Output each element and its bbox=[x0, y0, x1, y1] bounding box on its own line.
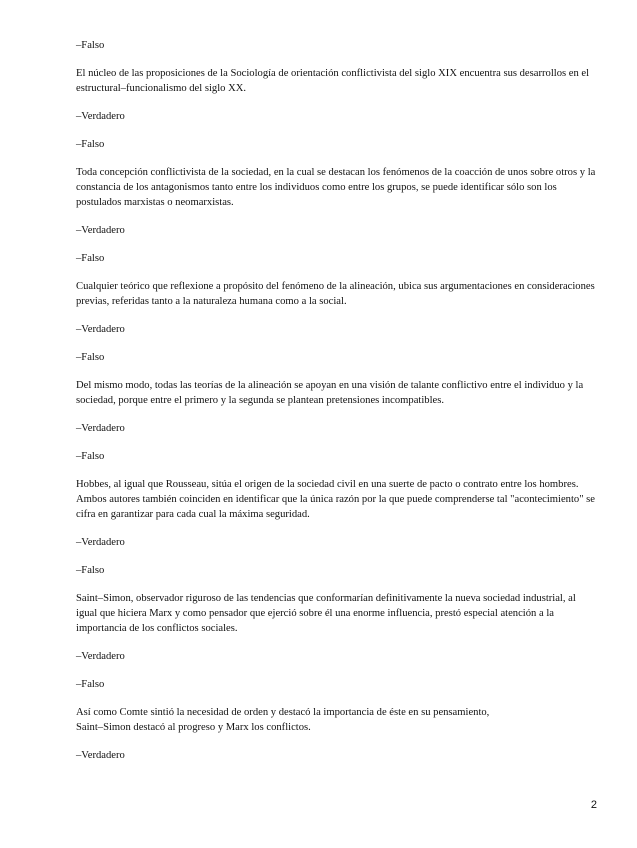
option-falso: –Falso bbox=[76, 679, 105, 690]
option-falso: –Falso bbox=[76, 352, 105, 363]
question-text: Del mismo modo, todas las teorías de la alineación se apoyan en una visión de talante conflictivo entre el individuo y la sociedad, porque entre el primero y la segunda se plantean pretensiones incompatibles. bbox=[76, 380, 586, 406]
question-text: Hobbes, al igual que Rousseau, sitúa el origen de la sociedad civil en una suerte de pacto o contrato entre los hombres. Ambos autores también coinciden en identificar que la única razón por la que puede comprenderse tal "acontecimiento" se cifra en garantizar para cada cual la máxima seguridad. bbox=[76, 479, 598, 520]
option-verdadero: –Verdadero bbox=[76, 750, 125, 761]
option-falso: –Falso bbox=[76, 139, 105, 150]
page-number: 2 bbox=[590, 799, 597, 811]
document-body bbox=[76, 38, 596, 776]
option-verdadero: –Verdadero bbox=[76, 537, 125, 548]
option-verdadero: –Verdadero bbox=[76, 651, 125, 662]
option-verdadero: –Verdadero bbox=[76, 225, 125, 236]
option-verdadero: –Verdadero bbox=[76, 423, 125, 434]
option-verdadero: –Verdadero bbox=[76, 324, 125, 335]
option-falso: –Falso bbox=[76, 40, 105, 51]
question-text: Toda concepción conflictivista de la sociedad, en la cual se destacan los fenómenos de la coacción de unos sobre otros y la constancia de los antagonismos tanto entre los individuos como entre los grupos, se puede identificar sólo son los postulados marxistas o neomarxistas. bbox=[76, 167, 598, 208]
question-text: Cualquier teórico que reflexione a propósito del fenómeno de la alineación, ubica sus argumentaciones en consideraciones previas, referidas tanto a la naturaleza humana como a la social. bbox=[76, 281, 598, 307]
option-falso: –Falso bbox=[76, 451, 105, 462]
question-text: El núcleo de las proposiciones de la Sociología de orientación conflictivista del siglo XIX encuentra sus desarrollos en el estructural–funcionalismo del siglo XX. bbox=[76, 68, 592, 94]
option-verdadero: –Verdadero bbox=[76, 111, 125, 122]
option-falso: –Falso bbox=[76, 253, 105, 264]
option-falso: –Falso bbox=[76, 565, 105, 576]
question-text: Saint–Simon, observador riguroso de las tendencias que conformarían definitivamente la nueva sociedad industrial, al igual que hiciera Marx y como pensador que ejerció sobre él una enorme influencia, prestó especial atención a la importancia de los conflictos sociales. bbox=[76, 593, 579, 634]
question-text: Así como Comte sintió la necesidad de orden y destacó la importancia de éste en su pensamiento, Saint–Simon destacó al progreso y Marx los conflictos. bbox=[76, 707, 490, 733]
